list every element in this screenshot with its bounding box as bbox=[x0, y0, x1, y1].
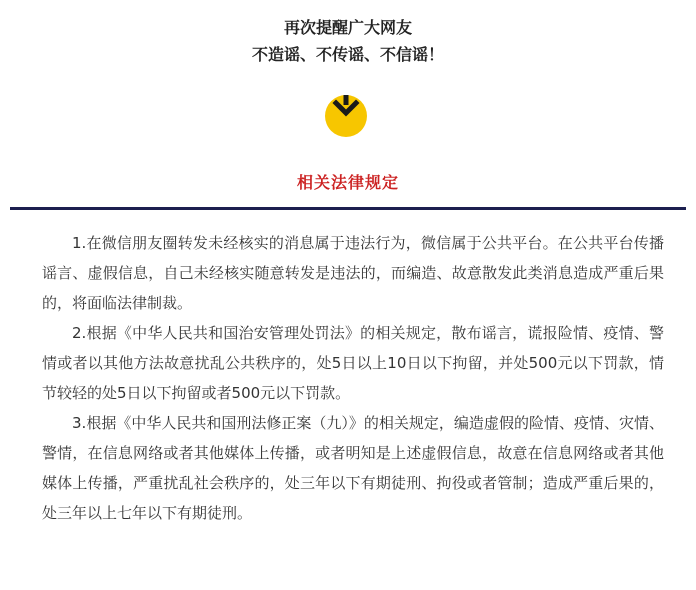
section-divider bbox=[10, 207, 686, 210]
law-paragraph-1: 1.在微信朋友圈转发未经核实的消息属于违法行为，微信属于公共平台。在公共平台传播谣言、虚假信息，自己未经核实随意转发是违法的，而编造、故意散发此类消息造成严重后果的，将面临法律制裁。 bbox=[42, 234, 664, 312]
reminder-line-2: 不造谣、不传谣、不信谣！ bbox=[251, 45, 444, 64]
reminder-heading bbox=[0, 14, 696, 68]
law-content bbox=[42, 228, 664, 528]
section-title: 相关法律规定 bbox=[296, 173, 399, 192]
reminder-line-1: 再次提醒广大网友 bbox=[283, 18, 412, 37]
arrow-down-icon bbox=[325, 95, 367, 137]
law-paragraph-3: 3.根据《中华人民共和国刑法修正案（九）》的相关规定，编造虚假的险情、疫情、灾情、警情，在信息网络或者其他媒体上传播，或者明知是上述虚假信息，故意在信息网络或者其他媒体上传播，严重扰乱社会秩序的，处三年以下有期徒刑、拘役或者管制；造成严重后果的，处三年以上七年以下有期徒刑。 bbox=[42, 414, 664, 522]
law-paragraph-2: 2.根据《中华人民共和国治安管理处罚法》的相关规定，散布谣言，谎报险情、疫情、警情或者以其他方法故意扰乱公共秩序的，处5日以上10日以下拘留，并处500元以下罚款，情节较轻的处5日以下拘留或者500元以下罚款。 bbox=[42, 324, 664, 402]
arrow-down-icon-graphic bbox=[325, 95, 367, 137]
